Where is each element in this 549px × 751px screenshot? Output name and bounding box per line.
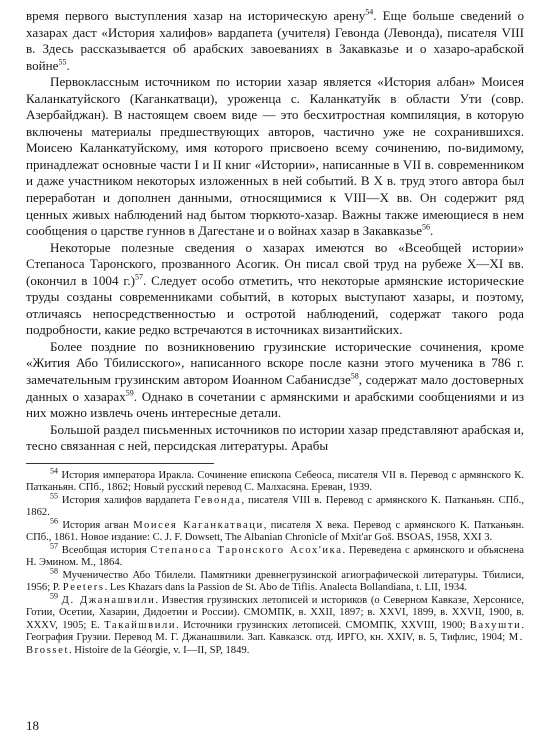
text-run: Некоторые полезные сведения о хазарах имеются во «Всеобщей истории» Степаноса Таронского, прозванного Асогик. Он писал свой труд на рубеже X—XI вв. (окончил в 1004 г.) xyxy=(26,239,524,288)
paragraph xyxy=(26,8,524,74)
text-run: , писателя X века. Перевод с армянского К. Патканьян. СПб., 1861. Новое издание: C. J. F. Dowsett, The Albanian Chronicle of Mxit'ar Goš. BSOAS, 1958, XXI 3. xyxy=(26,519,524,544)
author-name: M. Brosset xyxy=(26,632,524,656)
text-run: , содержат мало достоверных данных о хазарах xyxy=(26,372,524,404)
text-run: История агван xyxy=(62,519,134,531)
footnote-number: 58 xyxy=(50,566,58,576)
text-run: Первоклассным источником по истории хазар является «История албан» Моисея Каланкатуйского (Каганкатваци), уроженца с. Каланкатуйк в области Ути (совр. Азербайджан). В настоящем своем виде — это бесхитростная компиляция, в которую включены материалы предшествующих авторов, частично уже не сохранившихся. Моисею Каланкатуйскому, имя которого присвоено всему сочинению, по-видимому, принадлежат основные части I и II книг «Истории», написанные в VII в. современником и даже участником некоторых изложенных в ней событий. В X в. труд этого автора был переработан и дополнен данными, относящимися к VIII—X вв. Он содержит ряд ценных живых наблюдений над бытом тюркюто-хазар. Важны также имеющиеся в нем сообщения о царстве гуннов в Дагестане и о войнах хазар в Закавказье xyxy=(26,74,524,239)
author-name: Вахушти xyxy=(469,619,522,631)
text-run: . Histoire de la Géorgie, v. I—II, SP, 1849. xyxy=(68,644,250,656)
author-name: Д. Джанашвили xyxy=(61,594,156,606)
paragraph xyxy=(26,339,524,422)
text-run: . Однако в сочетании с армянскими и арабскими сообщениями и из них можно извлечь очень интересные детали. xyxy=(26,388,524,421)
body-text xyxy=(26,8,524,455)
footnote xyxy=(26,541,525,570)
text-run: . Еще больше сведений о хазарах даст «История халифов» вардапета (учителя) Гевонда (Левонда), писателя VIII в. Здесь рассказывается об арабских завоеваниях в Закавказье и о хазаро-арабской войне xyxy=(26,8,524,73)
footnote-number: 57 xyxy=(50,541,58,551)
book-page xyxy=(26,8,524,657)
paragraph xyxy=(26,422,524,455)
footnote-ref: 55 xyxy=(58,57,67,67)
text-run: Всеобщая история xyxy=(61,544,151,556)
author-name: Гевонда xyxy=(194,494,242,506)
text-run: Большой раздел письменных источников по истории хазар представляют арабская и, тесно связанная с ней, персидская литературы. Арабы xyxy=(26,421,524,454)
paragraph xyxy=(26,240,524,339)
text-run: время первого выступления хазар на историческую арену xyxy=(26,8,366,23)
text-run: . xyxy=(430,223,434,239)
author-name: Степаноса Таронского Асох'ика xyxy=(150,544,343,556)
text-run: , писателя VIII в. Перевод с армянского К. Патканьян. СПб., 1862. xyxy=(26,494,524,519)
footnote-number: 55 xyxy=(50,491,58,501)
footnote xyxy=(26,516,524,545)
footnotes xyxy=(26,466,525,658)
text-run: . География Грузии. Перевод М. Г. Джанашвили. Зап. Кавказск. отд. ИРГО, кн. XXIV, в. 5, Тифлис, 1904; xyxy=(26,619,524,644)
footnote xyxy=(26,491,524,520)
text-run: Мученичество Або Тбилели. Памятники древнегрузинской агиографической литературы. Тбилиси, 1956; P. xyxy=(26,569,524,594)
page-number: 18 xyxy=(26,718,39,733)
footnote-number: 56 xyxy=(50,516,58,526)
footnote-number: 59 xyxy=(50,591,58,601)
footnote-ref: 57 xyxy=(134,272,143,282)
text-run: . Les Khazars dans la Passion de St. Abo de Tiflis. Analecta Bollandiana, t. LII, 1934. xyxy=(104,582,468,594)
text-run: . Следует особо отметить, что некоторые армянские исторические труды созданы современниками событий, в которых выступают хазары, и поэтому, отличаясь непосредственностью и остротой наблюдений, содержат такого рода подробности, какие редко встречаются в источниках византийских. xyxy=(26,272,524,338)
text-run: . Известия грузинских летописей и историков (о Северном Кавказе, Херсонисе, Готии, Осетии, Хазарии, Дидоетии и России). СМОМПК, в. XXII, 1897; в. XXVI, 1899, в. XXVII, 1900, в. XXXV, 1905; Е. xyxy=(26,594,524,631)
footnote xyxy=(26,566,524,595)
text-run: . xyxy=(66,57,70,73)
footnote-ref: 59 xyxy=(125,388,134,398)
text-run: История халифов вардапета xyxy=(61,494,195,506)
text-run: Более поздние по возникновению грузинские исторические сочинения, кроме «Жития Або Тбилисского», написанного вскоре после казни этого мученика в 786 г. замечательным грузинским автором Иоанном Сабанисдзе xyxy=(26,338,524,388)
footnote-ref: 56 xyxy=(422,222,431,232)
paragraph xyxy=(26,74,524,239)
footnote-ref: 54 xyxy=(365,7,374,17)
author-name: Peeters xyxy=(62,582,105,594)
author-name: Моисея Каганкатваци xyxy=(133,519,264,531)
footnote-number: 54 xyxy=(50,466,58,476)
author-name: Такайшвили xyxy=(104,619,177,631)
text-run: . Переведена с армянского и объяснена Н. Эмином. М., 1864. xyxy=(26,544,525,569)
footnote xyxy=(26,466,524,495)
text-run: История императора Иракла. Сочинение епископа Себеоса, писателя VII в. Перевод с армянского К. Патканьян. СПб., 1862; Новый русский перевод С. Малхасяна. Ереван, 1939. xyxy=(26,469,524,494)
footnote xyxy=(26,591,524,658)
footnote-ref: 58 xyxy=(350,371,359,381)
footnote-divider xyxy=(26,463,214,464)
text-run: . Источники грузинских летописей. СМОМПК, XXVIII, 1900; xyxy=(176,619,470,631)
